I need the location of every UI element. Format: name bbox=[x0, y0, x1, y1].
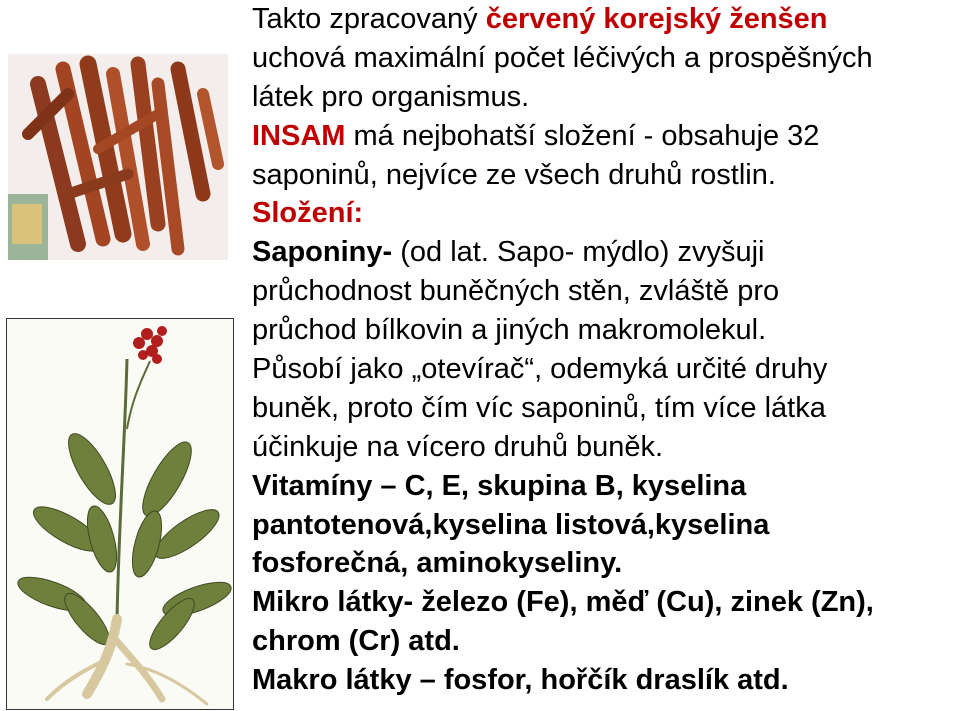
macro-elements-line: Makro látky – fosfor, hořčík draslík atd. bbox=[252, 664, 789, 697]
line-11: buněk, proto čím víc saponinů, tím více látka bbox=[252, 391, 826, 424]
line-8: průchodnost buněčných stěn, zvláště pro bbox=[252, 275, 780, 308]
line-9: průchod bílkovin a jiných makromolekul. bbox=[252, 314, 767, 347]
vitamins-line-1: Vitamíny – C, E, skupina B, kyselina bbox=[252, 469, 747, 502]
composition-heading: Složení: bbox=[252, 197, 364, 230]
micro-elements-line-1: Mikro látky- železo (Fe), měď (Cu), zinek (Zn), bbox=[252, 586, 874, 619]
roots-illustration bbox=[8, 54, 228, 260]
brand-insam: INSAM bbox=[252, 119, 346, 152]
micro-elements-line-2: chrom (Cr) atd. bbox=[252, 625, 460, 658]
line-2: uchová maximální počet léčivých a prospěšných bbox=[252, 41, 873, 74]
highlight-red-ginseng: červený korejský ženšen bbox=[485, 3, 828, 35]
vitamins-line-3: fosforečná, aminokyseliny. bbox=[252, 547, 623, 580]
line-4: INSAM má nejbohatší složení - obsahuje 32 bbox=[252, 119, 820, 152]
saponins-label: Saponiny- bbox=[252, 236, 393, 269]
vitamins-line-2: pantotenová,kyselina listová,kyselina bbox=[252, 508, 770, 541]
line-5: saponinů, nejvíce ze všech druhů rostlin. bbox=[252, 158, 776, 191]
line-7: Saponiny- (od lat. Sapo- mýdlo) zvyšuji bbox=[252, 236, 765, 269]
dried-ginseng-roots-image bbox=[8, 54, 228, 260]
line-12: účinkuje na vícero druhů buněk. bbox=[252, 430, 664, 463]
text-content bbox=[252, 0, 958, 700]
line-10: Působí jako „otevírač“, odemyká určité druhy bbox=[252, 353, 828, 386]
plant-illustration bbox=[7, 319, 233, 709]
ginseng-plant-illustration bbox=[6, 318, 234, 710]
line-3: látek pro organismus. bbox=[252, 80, 530, 113]
line-1: Takto zpracovaný červený korejský ženšen bbox=[252, 3, 828, 35]
